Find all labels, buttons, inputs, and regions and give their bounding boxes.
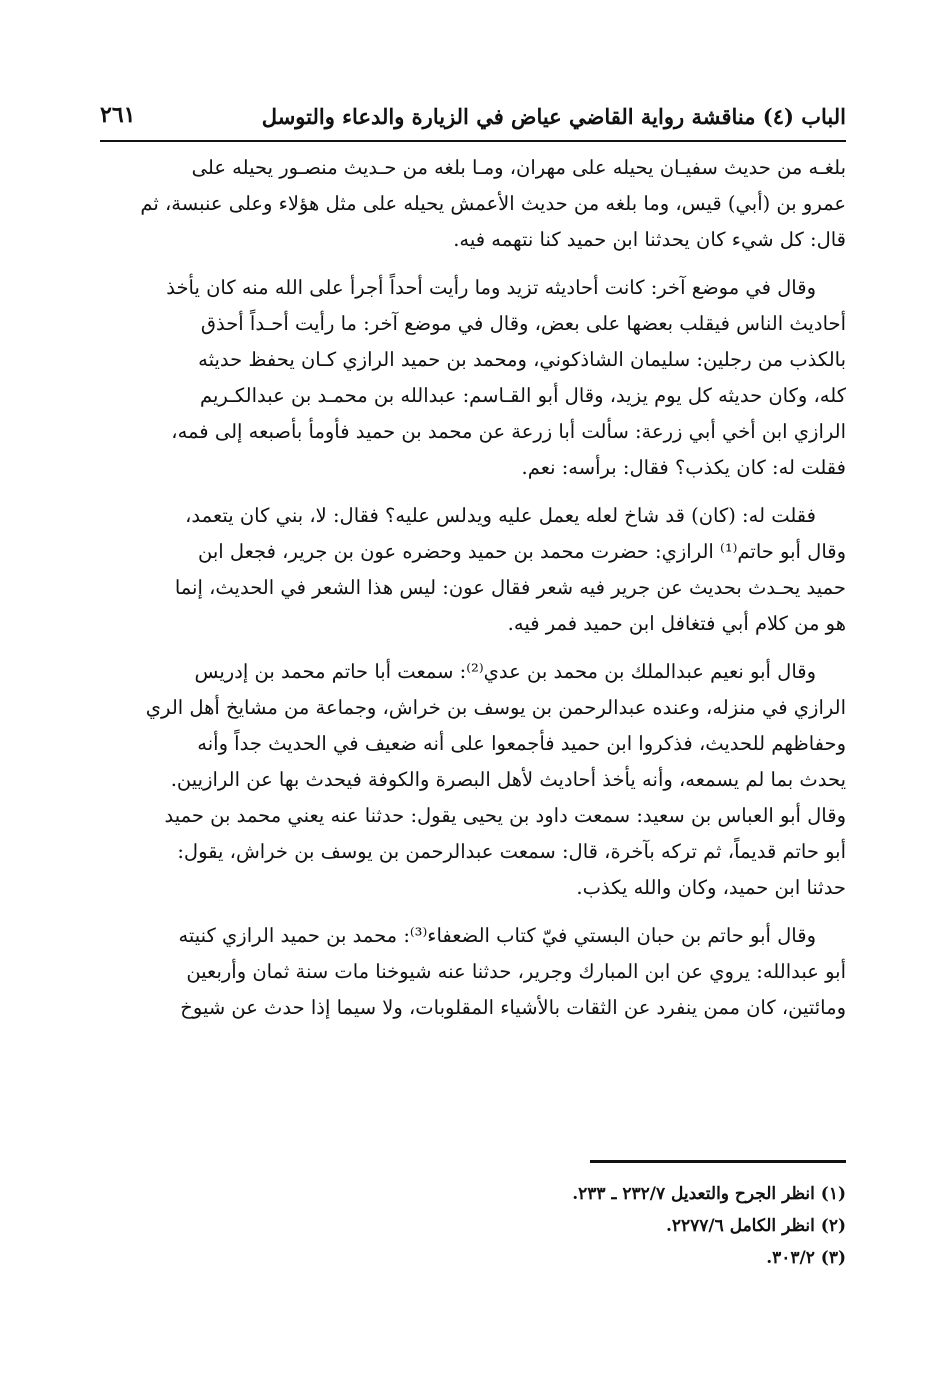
text-line: وقال أبو حاتم بن حبان البستي فيّ كتاب الضعفاء⁽³⁾: محمد بن حميد الرازي كنيته	[178, 924, 816, 947]
paragraph-2	[100, 270, 846, 486]
text-line: بالكذب من رجلين: سليمان الشاذكوني، ومحمد بن حميد الرازي كـان يحفظ حديثه	[198, 348, 846, 371]
text-line: يحدث بما لم يسمعه، وأنه يأخذ أحاديث لأهل البصرة والكوفة فيحدث بها عن الرازيين.	[170, 768, 846, 791]
text-line: وقال أبو نعيم عبدالملك بن محمد بن عدي⁽²⁾: سمعت أبا حاتم محمد بن إدريس	[194, 660, 816, 683]
footnote-1: (١) انظر الجرح والتعديل ٢٣٢/٧ ـ ٢٣٣.	[572, 1184, 846, 1204]
running-header	[100, 100, 846, 142]
paragraph-1	[100, 150, 846, 258]
text-line: وقال أبو حاتم⁽¹⁾ الرازي: حضرت محمد بن حميد وحضره عون بن جرير، فجعل ابن	[197, 540, 846, 563]
text-line: هو من كلام أبي فتغافل ابن حميد فمر فيه.	[507, 612, 846, 635]
text-line: ومائتين، كان ممن ينفرد عن الثقات بالأشياء المقلوبات، ولا سيما إذا حدث عن شيوخ	[180, 996, 846, 1019]
text-line: أبو حاتم قديماً، ثم تركه بآخرة، قال: سمعت عبدالرحمن بن يوسف بن خراش، يقول:	[177, 840, 846, 863]
text-line: قال: كل شيء كان يحدثنا ابن حميد كنا نتهمه فيه.	[453, 228, 846, 251]
text-line: حدثنا ابن حميد، وكان والله يكذب.	[576, 876, 846, 899]
footnotes	[100, 1178, 846, 1274]
text-line: وقال أبو العباس بن سعيد: سمعت داود بن يحيى يقول: حدثنا عنه يعني محمد بن حميد	[164, 804, 846, 827]
text-line: أبو عبدالله: يروي عن ابن المبارك وجرير، حدثنا عنه شيوخنا مات سنة ثمان وأربعين	[186, 960, 846, 983]
text-line: وقال في موضع آخر: كانت أحاديثه تزيد وما رأيت أحداً أجرأ على الله منه كان يأخذ	[166, 276, 816, 299]
text-line: أحاديث الناس فيقلب بعضها على بعض، وقال في موضع آخر: ما رأيت أحـداً أحذق	[200, 312, 846, 335]
text-line: فقلت له: (كان) قد شاخ لعله يعمل عليه ويدلس عليه؟ فقال: لا، بني كان يتعمد،	[185, 504, 816, 527]
footnote-2: (٢) انظر الكامل ٢٢٧٧/٦.	[665, 1216, 846, 1236]
footnote-separator	[590, 1160, 846, 1163]
chapter-title: الباب (٤) مناقشة رواية القاضي عياض في الزيارة والدعاء والتوسل	[261, 104, 846, 129]
text-line: عمرو بن (أبي) قيس، وما بلغه من حديث الأعمش يحيله على مثل هؤلاء وعلى عنبسة، ثم	[140, 192, 846, 215]
paragraph-3	[100, 498, 846, 642]
text-line: فقلت له: كان يكذب؟ فقال: برأسه: نعم.	[521, 456, 846, 479]
text-line: الرازي ابن أخي أبي زرعة: سألت أبا زرعة عن محمد بن حميد فأومأ بأصبعه إلى فمه،	[171, 420, 846, 443]
paragraph-5	[100, 918, 846, 1026]
page-number: ٢٦١	[100, 102, 136, 128]
text-line: بلغـه من حديث سفيـان يحيله على مهران، ومـا بلغه من حـديث منصـور يحيله على	[191, 156, 846, 179]
footnote-3: (٣) ٣٠٣/٢.	[766, 1248, 846, 1268]
text-line: كله، وكان حديثه كل يوم يزيد، وقال أبو القـاسم: عبدالله بن محمـد بن عبدالكـريم	[200, 384, 846, 407]
paragraph-4	[100, 654, 846, 906]
text-line: وحفاظهم للحديث، فذكروا ابن حميد فأجمعوا على أنه ضعيف في الحديث جداً وأنه	[197, 732, 846, 755]
main-text	[100, 150, 846, 1026]
text-line: الرازي في منزله، وعنده عبدالرحمن بن يوسف بن خراش، وجماعة من مشايخ أهل الري	[145, 696, 846, 719]
text-line: حميد يحـدث بحديث عن جرير فيه شعر فقال عون: ليس هذا الشعر في الحديث، إنما	[174, 576, 846, 599]
